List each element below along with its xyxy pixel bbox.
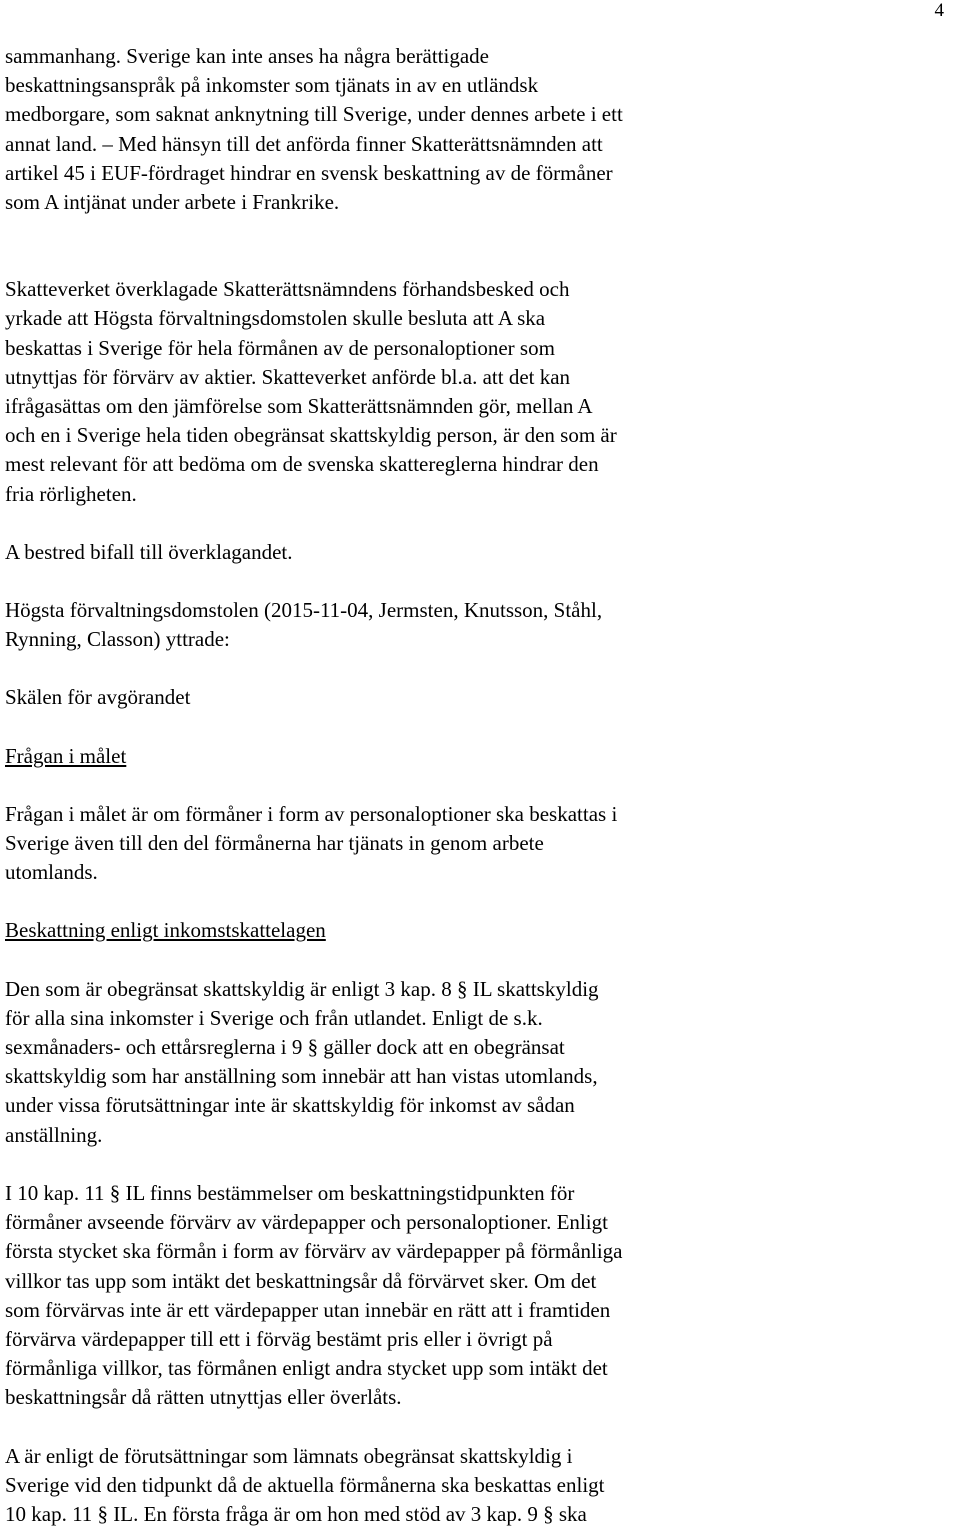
- document-body: [5, 42, 953, 1529]
- paragraph-5: Frågan i målet är om förmåner i form av personaloptioner ska beskattas i Sverige även till den del förmånerna har tjänats in genom arbete utomlands.: [5, 801, 618, 885]
- section-heading: Skälen för avgörandet: [5, 685, 191, 710]
- paragraph-2: Skatteverket överklagade Skatterättsnämndens förhandsbesked och yrkade att Högsta förvaltningsdomstolen skulle besluta att A ska beskattas i Sverige för hela förmånen av de personaloptioner som utnyttjas för förvärv av aktier. Skatteverket anförde bl.a. att det kan ifrågasättas om den jämförelse som Skatterättsnämnden gör, mellan A och en i Sverige hela tiden obegränsat skattskyldig person, är den som är mest relevant för att bedöma om de svenska skattereglerna hindrar den fria rörligheten.: [5, 277, 617, 506]
- subheading-beskattning: Beskattning enligt inkomstskattelagen: [5, 918, 326, 943]
- paragraph-6: Den som är obegränsat skattskyldig är enligt 3 kap. 8 § IL skattskyldig för alla sina inkomster i Sverige och från utlandet. Enligt de s.k. sexmånaders- och ettårsreglerna i 9 § gäller dock att en obegränsat skattskyldig som har anställning som innebär att han vistas utomlands, under vissa förutsättningar inte är skattskyldig för inkomst av sådan anställning.: [5, 976, 599, 1147]
- paragraph-7: I 10 kap. 11 § IL finns bestämmelser om beskattningstidpunkten för förmåner avseende förvärv av värdepapper och personaloptioner. Enligt första stycket ska förmån i form av förvärv av värdepapper på förmånliga villkor tas upp som intäkt det beskattningsår då förvärvet sker. Om det som förvärvas inte är ett värdepapper utan innebär en rätt att i framtiden förvärva värdepapper till ett i förväg bestämt pris eller i övrigt på förmånliga villkor, tas förmånen enligt andra stycket upp som intäkt det beskattningsår då rätten utnyttjas eller överlåts.: [5, 1180, 623, 1410]
- page-number: 4: [934, 0, 944, 21]
- subheading-fragan-i-malet: Frågan i målet: [5, 743, 127, 768]
- paragraph-1: sammanhang. Sverige kan inte anses ha några berättigade beskattningsanspråk på inkomster som tjänats in av en utländsk medborgare, som saknat anknytning till Sverige, under dennes arbete i ett annat land. – Med hänsyn till det anförda finner Skatterättsnämnden att artikel 45 i EUF-fördraget hindrar en svensk beskattning av de förmåner som A intjänat under arbete i Frankrike.: [5, 44, 623, 215]
- paragraph-8: A är enligt de förutsättningar som lämnats obegränsat skattskyldig i Sverige vid den tidpunkt då de aktuella förmånerna ska beskattas enligt 10 kap. 11 § IL. En första fråga är om hon med stöd av 3 kap. 9 § ska: [5, 1443, 605, 1526]
- paragraph-4: Högsta förvaltningsdomstolen (2015-11-04, Jermsten, Knutsson, Ståhl, Rynning, Classon) yttrade:: [5, 598, 603, 652]
- paragraph-3: A bestred bifall till överklagandet.: [5, 539, 293, 564]
